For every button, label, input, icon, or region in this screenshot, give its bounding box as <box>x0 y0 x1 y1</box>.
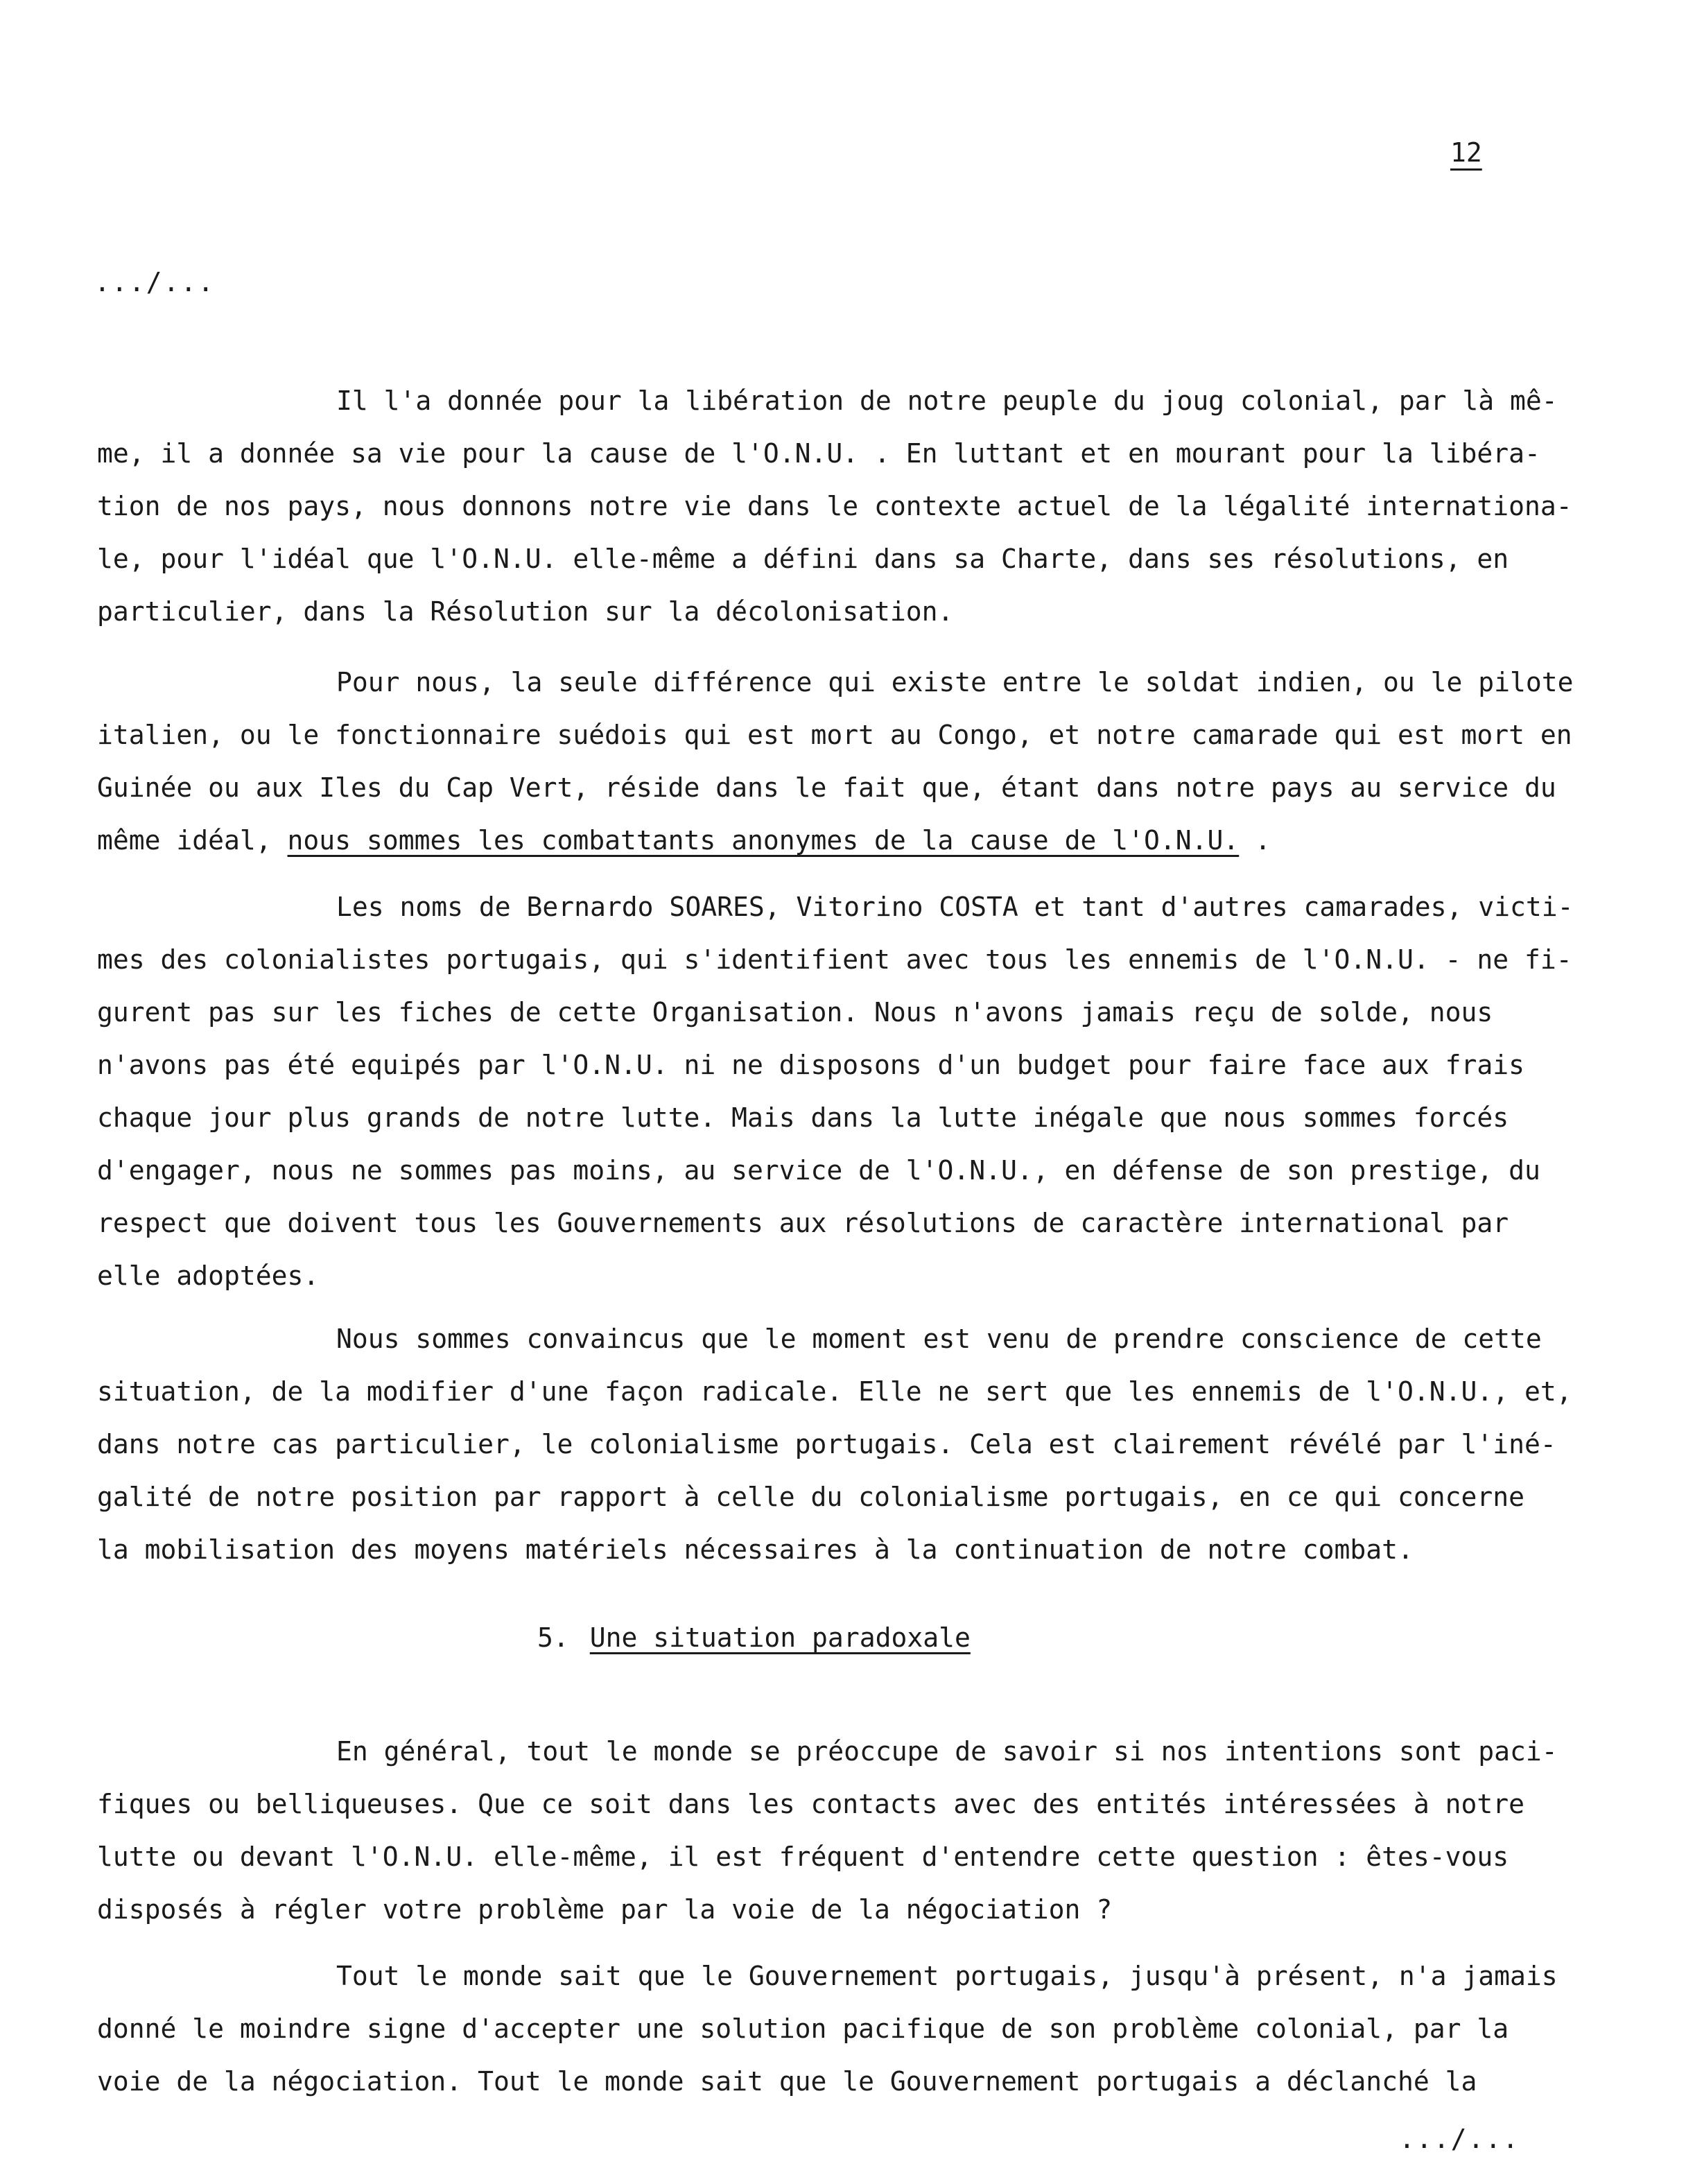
text-line: disposés à régler votre problème par la voie de la négociation ? <box>97 1894 1113 1925</box>
continuation-marker-bottom: .../... <box>1399 2124 1520 2154</box>
section-number: 5. <box>537 1622 569 1653</box>
text-line: d'engager, nous ne sommes pas moins, au service de l'O.N.U., en défense de son prestige, du <box>97 1155 1540 1186</box>
underlined-statement: nous sommes les combattants anonymes de la cause de l'O.N.U. <box>287 825 1240 856</box>
text-line: En général, tout le monde se préoccupe de savoir si nos intentions sont paci- <box>336 1736 1558 1767</box>
section-heading <box>537 1622 971 1653</box>
text-line: Nous sommes convaincus que le moment est venu de prendre conscience de cette <box>336 1324 1542 1354</box>
paragraph-6 <box>97 1950 1615 2108</box>
text-line: me, il a donnée sa vie pour la cause de l'O.N.U. . En luttant et en mourant pour la libéra- <box>97 438 1540 469</box>
continuation-marker-top: .../... <box>94 267 216 297</box>
text-fragment: . <box>1239 825 1271 856</box>
page-number: 12 <box>1450 137 1482 168</box>
text-line: galité de notre position par rapport à celle du colonialisme portugais, en ce qui concerne <box>97 1482 1525 1512</box>
text-line: chaque jour plus grands de notre lutte. Mais dans la lutte inégale que nous sommes forcés <box>97 1102 1509 1133</box>
text-line: dans notre cas particulier, le colonialisme portugais. Cela est clairement révélé par l'iné- <box>97 1429 1556 1459</box>
text-line: le, pour l'idéal que l'O.N.U. elle-même a défini dans sa Charte, dans ses résolutions, en <box>97 544 1509 574</box>
paragraph-5 <box>97 1725 1615 1936</box>
text-line: lutte ou devant l'O.N.U. elle-même, il est fréquent d'entendre cette question : êtes-vous <box>97 1841 1509 1872</box>
text-line: Les noms de Bernardo SOARES, Vitorino COSTA et tant d'autres camarades, victi- <box>336 892 1574 922</box>
text-line: Tout le monde sait que le Gouvernement portugais, jusqu'à présent, n'a jamais <box>336 1961 1558 1991</box>
paragraph-4 <box>97 1312 1615 1576</box>
text-line: la mobilisation des moyens matériels nécessaires à la continuation de notre combat. <box>97 1534 1414 1565</box>
text-line: Guinée ou aux Iles du Cap Vert, réside dans le fait que, étant dans notre pays au service du <box>97 772 1556 803</box>
text-line: elle adoptées. <box>97 1260 320 1291</box>
text-line: n'avons pas été equipés par l'O.N.U. ni ne disposons d'un budget pour faire face aux frais <box>97 1050 1525 1080</box>
text-line: voie de la négociation. Tout le monde sait que le Gouvernement portugais a déclanché la <box>97 2066 1477 2097</box>
text-line: Il l'a donnée pour la libération de notre peuple du joug colonial, par là mê- <box>336 385 1558 416</box>
paragraph-3 <box>97 881 1615 1302</box>
text-line: mes des colonialistes portugais, qui s'identifient avec tous les ennemis de l'O.N.U. - ne fi- <box>97 944 1572 975</box>
text-line: Pour nous, la seule différence qui existe entre le soldat indien, ou le pilote <box>336 667 1574 697</box>
paragraph-2 <box>97 656 1615 867</box>
paragraph-1 <box>97 374 1615 638</box>
text-line: respect que doivent tous les Gouvernements aux résolutions de caractère international par <box>97 1208 1509 1238</box>
text-line: gurent pas sur les fiches de cette Organisation. Nous n'avons jamais reçu de solde, nous <box>97 997 1493 1028</box>
text-line-with-emphasis <box>97 814 1615 867</box>
section-title: Une situation paradoxale <box>589 1622 971 1653</box>
text-line: particulier, dans la Résolution sur la décolonisation. <box>97 596 954 627</box>
text-line: donné le moindre signe d'accepter une solution pacifique de son problème colonial, par la <box>97 2013 1509 2044</box>
text-line: situation, de la modifier d'une façon radicale. Elle ne sert que les ennemis de l'O.N.U., et, <box>97 1376 1572 1407</box>
text-line: tion de nos pays, nous donnons notre vie dans le contexte actuel de la légalité internationa- <box>97 491 1572 521</box>
text-line: fiques ou belliqueuses. Que ce soit dans les contacts avec des entités intéressées à notre <box>97 1789 1525 1819</box>
text-fragment: même idéal, <box>97 825 288 856</box>
text-line: italien, ou le fonctionnaire suédois qui est mort au Congo, et notre camarade qui est mort en <box>97 720 1572 750</box>
